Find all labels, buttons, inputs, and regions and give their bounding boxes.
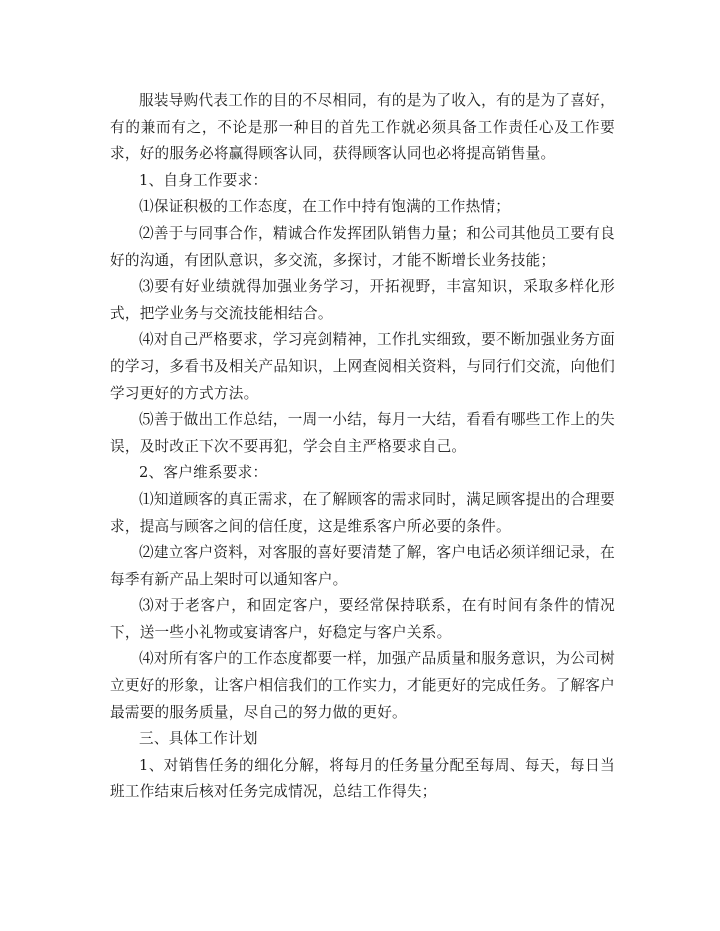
list-item-self-5: ⑸善于做出工作总结，一周一小结，每月一大结，看看有哪些工作上的失误，及时改正下次不要再犯，学会自主严格要求自己。 — [110, 411, 615, 455]
section-heading-work-plan: 三、具体工作计划 — [139, 730, 258, 748]
list-item-customer-2: ⑵建立客户资料，对客服的喜好要清楚了解，客户电话必须详细记录，在每季有新产品上架时可以通知客户。 — [110, 544, 615, 588]
list-item-customer-4: ⑷对所有客户的工作态度都要一样，加强产品质量和服务意识，为公司树立更好的形象，让客户相信我们的工作实力，才能更好的完成任务。了解客户最需要的服务质量，尽自己的努力做的更好。 — [110, 650, 615, 721]
list-item-self-2: ⑵善于与同事合作，精诚合作发挥团队销售力量；和公司其他员工要有良好的沟通，有团队意识，多交流，多探讨，才能不断增长业务技能； — [110, 224, 615, 269]
document-body — [110, 88, 615, 806]
list-item-customer-3: ⑶对于老客户，和固定客户，要经常保持联系，在有时间有条件的情况下，送一些小礼物或宴请客户，好稳定与客户关系。 — [110, 597, 615, 641]
section-heading-self-requirements: 1、自身工作要求： — [139, 171, 268, 189]
list-item-self-3: ⑶要有好业绩就得加强业务学习，开拓视野，丰富知识，采取多样化形式，把学业务与交流技能相结合。 — [110, 278, 615, 322]
list-item-self-1: ⑴保证积极的工作态度，在工作中持有饱满的工作热情； — [139, 198, 511, 216]
list-item-plan-1: 1、对销售任务的细化分解，将每月的任务量分配至每周、每天，每日当班工作结束后核对任务完成情况，总结工作得失； — [110, 756, 615, 801]
list-item-customer-1: ⑴知道顾客的真正需求，在了解顾客的需求同时，满足顾客提出的合理要求，提高与顾客之间的信任度，这是维系客户所必要的条件。 — [110, 490, 615, 535]
section-heading-customer-requirements: 2、客户维系要求： — [139, 464, 268, 482]
list-item-self-4: ⑷对自己严格要求，学习亮剑精神，工作扎实细致，要不断加强业务方面的学习，多看书及相关产品知识，上网查阅相关资料，与同行们交流，向他们学习更好的方式方法。 — [110, 331, 615, 402]
intro-paragraph: 服装导购代表工作的目的不尽相同，有的是为了收入，有的是为了喜好，有的兼而有之，不论是那一种目的首先工作就必须具备工作责任心及工作要求，好的服务必将赢得顾客认同，获得顾客认同也必将提高销售量。 — [110, 92, 615, 163]
